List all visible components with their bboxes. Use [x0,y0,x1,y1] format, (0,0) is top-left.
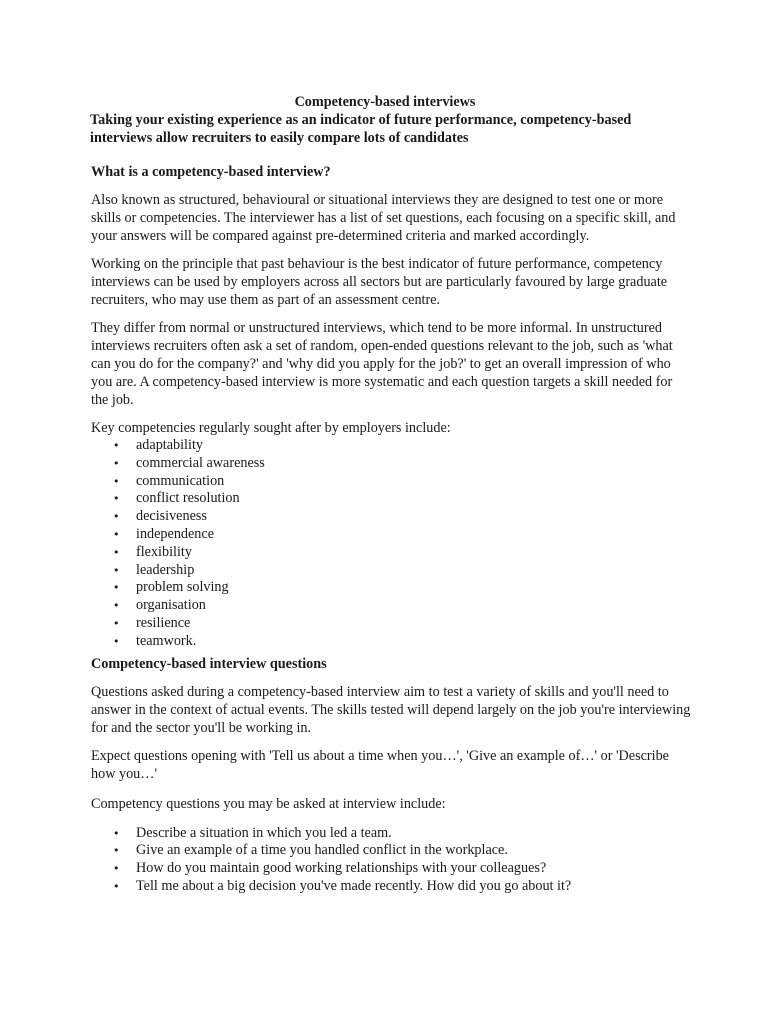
bullet-icon: • [113,826,120,840]
question-item [91,842,691,860]
document-body [91,93,691,896]
question-item [91,878,691,896]
bullet-icon: • [113,456,120,470]
competency-item-text: decisiveness [136,508,207,525]
bullet-icon: • [113,862,120,876]
bullet-icon: • [113,599,120,613]
competencies-list [91,437,691,651]
section-heading-questions: Competency-based interview questions [91,655,327,672]
question-item-text: Tell me about a big decision you've made recently. How did you go about it? [136,877,572,894]
question-item-text: How do you maintain good working relationships with your colleagues? [136,860,547,877]
section-heading-what-is: What is a competency-based interview? [91,164,331,180]
page-title: Competency-based interviews [294,94,476,110]
question-item-text: Give an example of a time you handled conflict in the workplace. [136,842,508,859]
competency-item [91,579,691,597]
bullet-icon: • [113,474,120,488]
question-item [91,825,691,843]
bullet-icon: • [113,844,120,858]
bullet-icon: • [113,492,120,506]
bullet-icon: • [113,527,120,541]
question-item-text: Describe a situation in which you led a team. [136,824,392,841]
competency-item [91,473,691,491]
competency-item [91,508,691,526]
competency-item [91,526,691,544]
bullet-icon: • [113,545,120,559]
bullet-icon: • [113,634,120,648]
competency-item-text: problem solving [136,579,229,596]
competency-item [91,544,691,562]
questions-list [91,825,691,896]
paragraph-question-openers: Expect questions opening with 'Tell us about a time when you…', 'Give an example of…' or 'Describe how you…' [91,747,669,782]
competency-item-text: independence [136,525,214,542]
competency-item-text: resilience [136,614,191,631]
competency-item-text: conflict resolution [136,490,240,507]
competency-item [91,562,691,580]
competency-item-text: teamwork. [136,632,197,649]
bullet-icon: • [113,510,120,524]
bullet-icon: • [113,581,120,595]
paragraph-definition: Also known as structured, behavioural or situational interviews they are designed to test one or more skills or competencies. The interviewer has a list of set questions, each focusing on a specific skill, and your answers will be compared against pre-determined criteria and marked accordingly. [91,192,676,244]
bullet-icon: • [113,879,120,893]
competency-item [91,437,691,455]
competency-item-text: flexibility [136,543,192,560]
bullet-icon: • [113,563,120,577]
bullet-icon: • [113,439,120,452]
paragraph-principle: Working on the principle that past behaviour is the best indicator of future performance, competency interviews can be used by employers across all sectors but are particularly favoured by large graduate recruiters, who may use them as part of an assessment centre. [91,256,668,308]
competency-item [91,455,691,473]
question-item [91,860,691,878]
competencies-intro: Key competencies regularly sought after by employers include: [91,420,451,436]
competency-item [91,490,691,508]
competency-item-text: adaptability [136,437,203,453]
competency-item [91,597,691,615]
competency-item [91,633,691,651]
competency-item [91,615,691,633]
competency-item-text: leadership [136,561,195,578]
competency-item-text: communication [136,472,225,489]
page-subtitle: Taking your existing experience as an indicator of future performance, competency-based interviews allow recruiters to easily compare lots of candidates [90,112,632,146]
paragraph-differences: They differ from normal or unstructured interviews, which tend to be more informal. In unstructured interviews recruiters often ask a set of random, open-ended questions relevant to the job, such as 'what can you do for the company?' and 'why did you apply for the job?' to get an overall impression of who you are. A competency-based interview is more systematic and each question targets a skill needed for the job. [91,320,673,408]
bullet-icon: • [113,616,120,630]
competency-item-text: organisation [136,597,206,614]
paragraph-questions-skills: Questions asked during a competency-based interview aim to test a variety of skills and you'll need to answer in the context of actual events. The skills tested will depend largely on the job you're interviewing for and the sector you'll be working in. [91,683,691,736]
competency-item-text: commercial awareness [136,454,265,471]
questions-intro: Competency questions you may be asked at interview include: [91,795,446,812]
